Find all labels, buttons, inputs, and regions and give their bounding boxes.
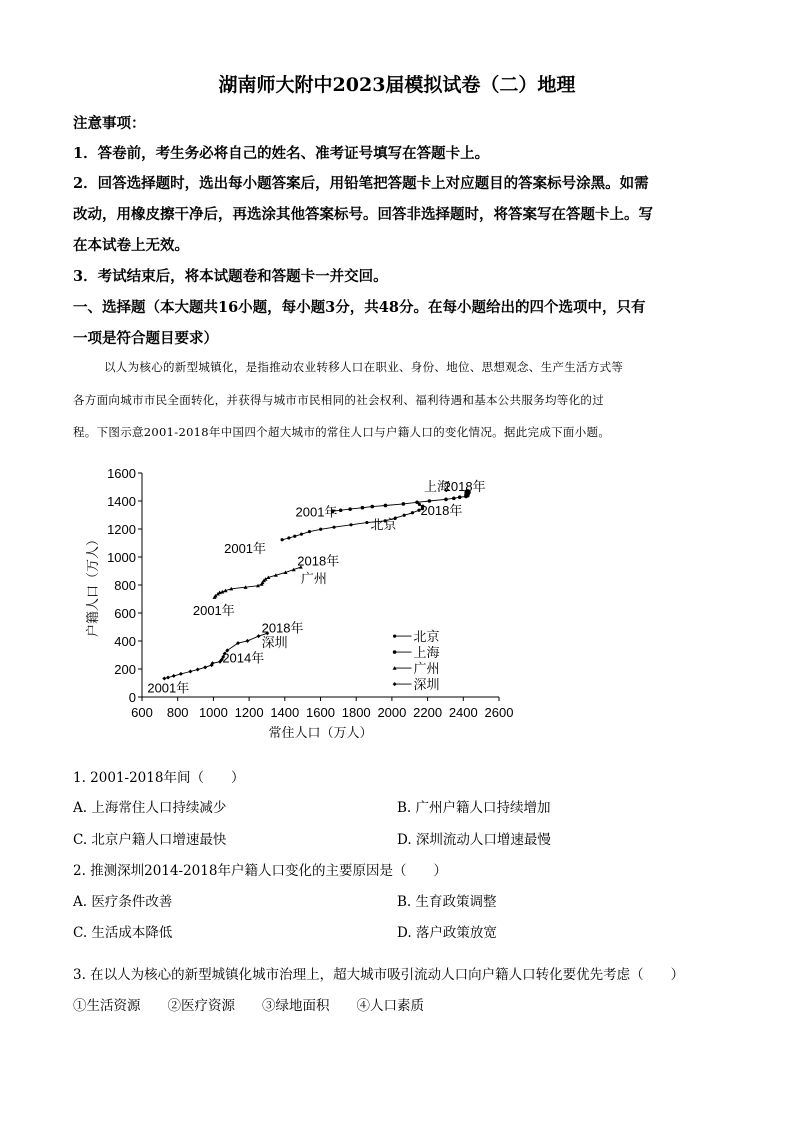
question-stem: 3. 在以人为核心的新型城镇化城市治理上，超大城市吸引流动人口向户籍人口转化要优先考虑（ ）: [73, 967, 685, 983]
data-point: [319, 528, 322, 531]
data-point: [287, 536, 290, 539]
notice-line: 3．考试结束后，将本试题卷和答题卡一并交回。: [73, 268, 388, 285]
data-point: [393, 635, 396, 638]
data-point: [393, 682, 397, 686]
intro-line: 程。下图示意2001-2018年中国四个超大城市的常住人口与户籍人口的变化情况。据此完成下面小题。: [73, 425, 611, 439]
y-tick-label: 1000: [107, 550, 136, 565]
y-tick-label: 1200: [107, 522, 136, 537]
y-tick-label: 400: [114, 634, 136, 649]
x-axis-label: 常住人口（万人）: [268, 725, 373, 740]
x-tick-label: 800: [166, 705, 189, 720]
section-heading: 一、选择题（本大题共16小题，每小题3分，共48分。在每小题给出的四个选项中，只有: [73, 299, 646, 316]
option: C. 北京户籍人口增速最快: [73, 832, 227, 848]
data-point: [203, 665, 207, 669]
intro-line: 各方面向城市市民全面转化，并获得与城市市民相同的社会权利、福利待遇和基本公共服务均等化的过: [73, 393, 604, 407]
y-tick-label: 200: [114, 662, 136, 677]
option: D. 落户政策放宽: [397, 925, 497, 941]
question-stem: 2. 推测深圳2014-2018年户籍人口变化的主要原因是（ ）: [73, 863, 447, 879]
data-point: [411, 511, 414, 514]
data-point: [339, 508, 343, 512]
annotation-beijing-start: 2001年: [224, 540, 267, 556]
population-chart: [70, 460, 530, 750]
data-point: [452, 497, 456, 501]
data-point: [308, 530, 311, 533]
option: A. 医疗条件改善: [73, 894, 173, 910]
annotation-shanghai-start: 2001年: [295, 504, 338, 520]
annotation-guangzhou-start: 2001年: [192, 602, 235, 618]
legend-label: 上海: [413, 645, 440, 661]
x-tick-label: 2600: [484, 705, 514, 720]
notice-line: 在本试卷上无效。: [73, 237, 189, 254]
notice-line: 1．答卷前，考生务必将自己的姓名、准考证号填写在答题卡上。: [73, 145, 490, 162]
legend-label: 北京: [413, 629, 440, 645]
question-stem: 1. 2001-2018年间（ ）: [73, 770, 245, 786]
annotation-beijing-end: 2018年: [420, 503, 463, 518]
data-point: [365, 521, 368, 524]
data-point: [245, 639, 249, 643]
x-tick-label: 1800: [341, 705, 371, 720]
data-point: [188, 670, 192, 674]
annotation-guangzhou-name: 广州: [300, 570, 327, 586]
data-point: [166, 676, 170, 680]
annotation-shenzhen-name: 深圳: [261, 635, 288, 651]
data-point: [384, 504, 388, 508]
x-tick-label: 2200: [413, 705, 443, 720]
data-point: [293, 535, 296, 538]
notice-line: 2．回答选择题时，选出每小题答案后，用铅笔把答题卡上对应题目的答案标号涂黑。如需: [73, 175, 649, 192]
question-items: ①生活资源 ②医疗资源 ③绿地面积 ④人口素质: [73, 998, 424, 1014]
option: D. 深圳流动人口增速最慢: [397, 832, 551, 848]
data-point: [402, 502, 406, 506]
y-tick-label: 1400: [107, 494, 136, 509]
data-point: [332, 526, 335, 529]
data-point: [403, 514, 406, 517]
data-point: [393, 650, 397, 654]
legend-label: 深圳: [413, 677, 440, 693]
data-point: [458, 495, 462, 499]
y-axis-label: 户籍人口（万人）: [85, 532, 100, 638]
annotation-shenzhen-start: 2001年: [147, 680, 190, 696]
y-tick-label: 600: [114, 606, 136, 621]
option: A. 上海常住人口持续减少: [73, 800, 227, 816]
legend-label: 广州: [413, 661, 440, 677]
data-point: [348, 507, 352, 511]
data-point: [415, 500, 419, 504]
notice-heading: 注意事项：: [73, 115, 146, 132]
data-point: [361, 506, 365, 510]
section-heading: 一项是符合题目要求）: [73, 330, 218, 347]
x-tick-label: 2400: [448, 705, 478, 720]
x-tick-label: 1600: [306, 705, 335, 720]
annotation-guangzhou-end: 2018年: [297, 553, 340, 569]
x-tick-label: 1400: [270, 705, 300, 720]
x-tick-label: 600: [131, 705, 153, 720]
data-point: [444, 498, 448, 502]
x-tick-label: 1200: [234, 705, 264, 720]
annotation-beijing-name: 北京: [370, 517, 397, 532]
data-point: [179, 672, 183, 676]
y-tick-label: 1600: [107, 466, 136, 481]
annotation-shanghai-name: 上海: [424, 479, 451, 495]
data-point: [349, 523, 352, 526]
data-point: [196, 668, 200, 672]
data-point: [300, 533, 303, 536]
series-广州: [212, 565, 302, 599]
notice-line: 改动，用橡皮擦干净后，再选涂其他答案标号。回答非选择题时，将答案写在答题卡上。写: [73, 206, 653, 223]
x-tick-label: 2000: [377, 705, 407, 720]
option: C. 生活成本降低: [73, 925, 173, 941]
y-tick-label: 0: [128, 690, 136, 705]
data-point: [281, 538, 284, 541]
series-line: [215, 567, 301, 597]
annotation-shanghai-end: 2018年: [443, 479, 486, 495]
data-point: [257, 634, 261, 638]
annotation-shenzhen-mid: 2014年: [222, 650, 265, 666]
annotation-shenzhen-end: 2018年: [261, 620, 304, 636]
data-point: [370, 505, 374, 509]
intro-line: 以人为核心的新型城镇化，是指推动农业转移人口在职业、身份、地位、思想观念、生产生活方式等: [104, 360, 624, 374]
data-point: [172, 674, 176, 678]
y-tick-label: 800: [114, 578, 136, 593]
x-tick-label: 1000: [198, 705, 228, 720]
option: B. 生育政策调整: [397, 894, 497, 910]
option: B. 广州户籍人口持续增加: [397, 800, 551, 816]
page-title: 湖南师大附中2023届模拟试卷（二）地理: [218, 74, 576, 96]
